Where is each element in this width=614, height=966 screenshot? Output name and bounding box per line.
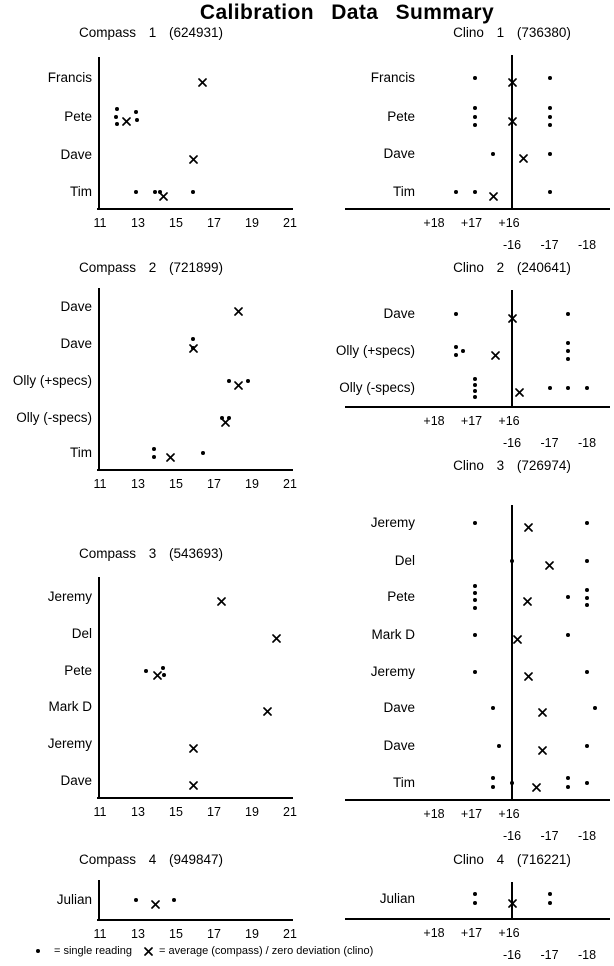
axis-tick-label: 13 [131,927,145,941]
average-x-mark [198,74,207,83]
axis-tick-label: 15 [169,216,183,230]
reading-dot [585,386,589,390]
reading-dot [473,383,477,387]
axis-tick-label: 15 [169,805,183,819]
axis-tick-label: 13 [131,805,145,819]
average-x-mark [217,593,226,602]
axis-tick-label: -16 [502,238,522,252]
average-x-mark [221,414,230,423]
reading-dot [566,776,570,780]
reading-dot [585,521,589,525]
y-axis-line [98,57,100,209]
average-x-mark [508,310,517,319]
average-x-mark [189,151,198,160]
axis-tick-label: -17 [540,436,559,450]
x-axis-line [345,799,610,801]
axis-tick-label: 17 [207,477,221,491]
legend-single-reading-label: = single reading [54,945,132,957]
axis-tick-label: -16 [502,436,522,450]
row-label: Jeremy [370,664,415,679]
average-x-mark [151,896,160,905]
reading-dot [152,455,156,459]
average-x-mark [166,449,175,458]
reading-dot [548,892,552,896]
average-x-mark [523,593,532,602]
reading-dot [548,106,552,110]
x-axis-line [97,208,293,210]
x-axis-line [97,469,293,471]
row-label: Jeremy [47,736,92,751]
reading-dot [566,785,570,789]
row-label: Del [71,626,92,641]
zero-deviation-axis-line [511,505,513,800]
row-label: Dave [60,147,92,162]
reading-dot [115,107,119,111]
axis-tick-label: 21 [283,216,297,230]
axis-tick-label: +16 [498,216,520,230]
reading-dot [566,386,570,390]
axis-tick-label: -17 [540,829,559,843]
axis-tick-label: +16 [498,414,520,428]
row-label: Jeremy [47,589,92,604]
axis-tick-label: 15 [169,477,183,491]
reading-dot [491,706,495,710]
average-x-mark [513,631,522,640]
reading-dot [473,395,477,399]
axis-tick-label: +17 [460,807,483,821]
plot-title: Compass 3 (543693) [78,546,224,561]
axis-tick-label: 11 [93,805,107,819]
row-label: Dave [60,299,92,314]
row-label: Olly (-specs) [16,410,92,425]
reading-dot [491,152,495,156]
row-label: Del [394,553,415,568]
reading-dot [191,190,195,194]
average-x-mark [189,340,198,349]
single-reading-dot-icon [36,949,40,953]
average-x-mark [515,384,524,393]
reading-dot [548,190,552,194]
axis-tick-label: -18 [577,829,597,843]
reading-dot [454,345,458,349]
reading-dot [510,781,514,785]
plot-title: Clino 1 (736380) [453,25,571,40]
row-label: Pete [64,109,92,124]
axis-tick-label: -18 [577,948,597,962]
axis-tick-label: -18 [577,436,597,450]
reading-dot [172,898,176,902]
average-x-mark [538,704,547,713]
reading-dot [497,744,501,748]
x-axis-line [345,406,610,408]
reading-dot [473,389,477,393]
reading-dot [227,379,231,383]
row-label: Dave [60,336,92,351]
reading-dot [473,584,477,588]
axis-tick-label: 21 [283,805,297,819]
row-label: Jeremy [370,515,415,530]
reading-dot [461,349,465,353]
axis-tick-label: 15 [169,927,183,941]
reading-dot [548,123,552,127]
average-x-mark [491,347,500,356]
reading-dot [566,357,570,361]
reading-dot [585,596,589,600]
average-x-mark [153,667,162,676]
row-label: Dave [383,306,415,321]
axis-tick-label: 19 [245,805,259,819]
reading-dot [135,118,139,122]
reading-dot [473,106,477,110]
axis-tick-label: +17 [460,216,483,230]
reading-dot [548,901,552,905]
axis-tick-label: +17 [460,926,483,940]
reading-dot [566,633,570,637]
x-axis-line [345,918,610,920]
average-x-mark [234,303,243,312]
row-label: Pete [387,109,415,124]
row-label: Olly (+specs) [335,343,415,358]
y-axis-line [98,880,100,920]
legend [36,943,373,959]
reading-dot [548,152,552,156]
axis-tick-label: 13 [131,477,145,491]
axis-tick-label: 17 [207,216,221,230]
plot-title: Compass 1 (624931) [78,25,224,40]
reading-dot [566,595,570,599]
row-label: Pete [64,663,92,678]
axis-tick-label: +18 [423,414,445,428]
row-label: Dave [383,146,415,161]
page-title: Calibration Data Summary [199,1,495,24]
row-label: Francis [370,70,415,85]
plot-title: Compass 2 (721899) [78,260,224,275]
reading-dot [566,312,570,316]
axis-tick-label: 19 [245,927,259,941]
row-label: Julian [56,892,92,907]
average-x-mark [524,668,533,677]
axis-tick-label: 19 [245,216,259,230]
row-label: Pete [387,589,415,604]
plot-title: Compass 4 (949847) [78,852,224,867]
legend-average-label: = average (compass) / zero deviation (clino) [158,945,374,957]
reading-dot [585,781,589,785]
axis-tick-label: +16 [498,807,520,821]
reading-dot [473,892,477,896]
reading-dot [473,633,477,637]
plot-title: Clino 4 (716221) [453,852,571,867]
row-label: Tim [70,445,92,460]
reading-dot [585,588,589,592]
plot-title: Clino 2 (240641) [453,260,571,275]
reading-dot [246,379,250,383]
axis-tick-label: 21 [283,927,297,941]
zero-deviation-axis-line [511,290,513,407]
reading-dot [473,591,477,595]
row-label: Dave [383,738,415,753]
average-x-mark [519,150,528,159]
reading-dot [566,341,570,345]
average-x-mark [508,113,517,122]
reading-dot [566,349,570,353]
axis-tick-label: -16 [502,829,522,843]
reading-dot [115,122,119,126]
axis-tick-label: +18 [423,926,445,940]
axis-tick-label: -18 [577,238,597,252]
reading-dot [585,744,589,748]
reading-dot [114,115,118,119]
average-x-mark [489,188,498,197]
row-label: Dave [60,773,92,788]
average-x-mark [189,777,198,786]
reading-dot [473,190,477,194]
axis-tick-label: 17 [207,805,221,819]
average-x-mark [122,113,131,122]
y-axis-line [98,577,100,798]
average-x-mark [508,895,517,904]
reading-dot [473,377,477,381]
reading-dot [473,606,477,610]
axis-tick-label: +17 [460,414,483,428]
row-label: Mark D [371,627,415,642]
row-label: Mark D [48,699,92,714]
reading-dot [454,312,458,316]
x-axis-line [97,797,293,799]
reading-dot [134,190,138,194]
average-x-mark [545,557,554,566]
average-x-mark [532,779,541,788]
axis-tick-label: 17 [207,927,221,941]
x-axis-line [97,919,293,921]
axis-tick-label: -16 [502,948,522,962]
row-label: Julian [379,891,415,906]
axis-tick-label: 13 [131,216,145,230]
average-x-mark [538,742,547,751]
reading-dot [144,669,148,673]
reading-dot [491,776,495,780]
reading-dot [548,115,552,119]
row-label: Olly (+specs) [12,373,92,388]
reading-dot [473,598,477,602]
reading-dot [454,190,458,194]
y-axis-line [98,288,100,470]
row-label: Dave [383,700,415,715]
row-label: Olly (-specs) [339,380,415,395]
reading-dot [473,521,477,525]
reading-dot [473,76,477,80]
axis-tick-label: 11 [93,927,107,941]
reading-dot [585,670,589,674]
axis-tick-label: 19 [245,477,259,491]
average-x-mark [234,377,243,386]
axis-tick-label: -17 [540,238,559,252]
axis-tick-label: 11 [93,477,107,491]
plot-title: Clino 3 (726974) [453,458,571,473]
reading-dot [201,451,205,455]
reading-dot [152,447,156,451]
reading-dot [153,190,157,194]
average-x-icon [144,947,153,956]
reading-dot [473,901,477,905]
average-x-mark [159,188,168,197]
reading-dot [548,76,552,80]
row-label: Francis [47,70,92,85]
axis-tick-label: +18 [423,216,445,230]
x-axis-line [345,208,610,210]
reading-dot [491,785,495,789]
average-x-mark [508,74,517,83]
axis-tick-label: +18 [423,807,445,821]
reading-dot [473,115,477,119]
reading-dot [585,603,589,607]
reading-dot [585,559,589,563]
axis-tick-label: -17 [540,948,559,962]
average-x-mark [189,740,198,749]
reading-dot [548,386,552,390]
reading-dot [134,898,138,902]
reading-dot [593,706,597,710]
row-label: Tim [70,184,92,199]
average-x-mark [524,519,533,528]
row-label: Tim [393,775,415,790]
reading-dot [454,353,458,357]
reading-dot [134,110,138,114]
axis-tick-label: 21 [283,477,297,491]
axis-tick-label: 11 [93,216,107,230]
reading-dot [510,559,514,563]
reading-dot [473,670,477,674]
row-label: Tim [393,184,415,199]
axis-tick-label: +16 [498,926,520,940]
reading-dot [473,123,477,127]
